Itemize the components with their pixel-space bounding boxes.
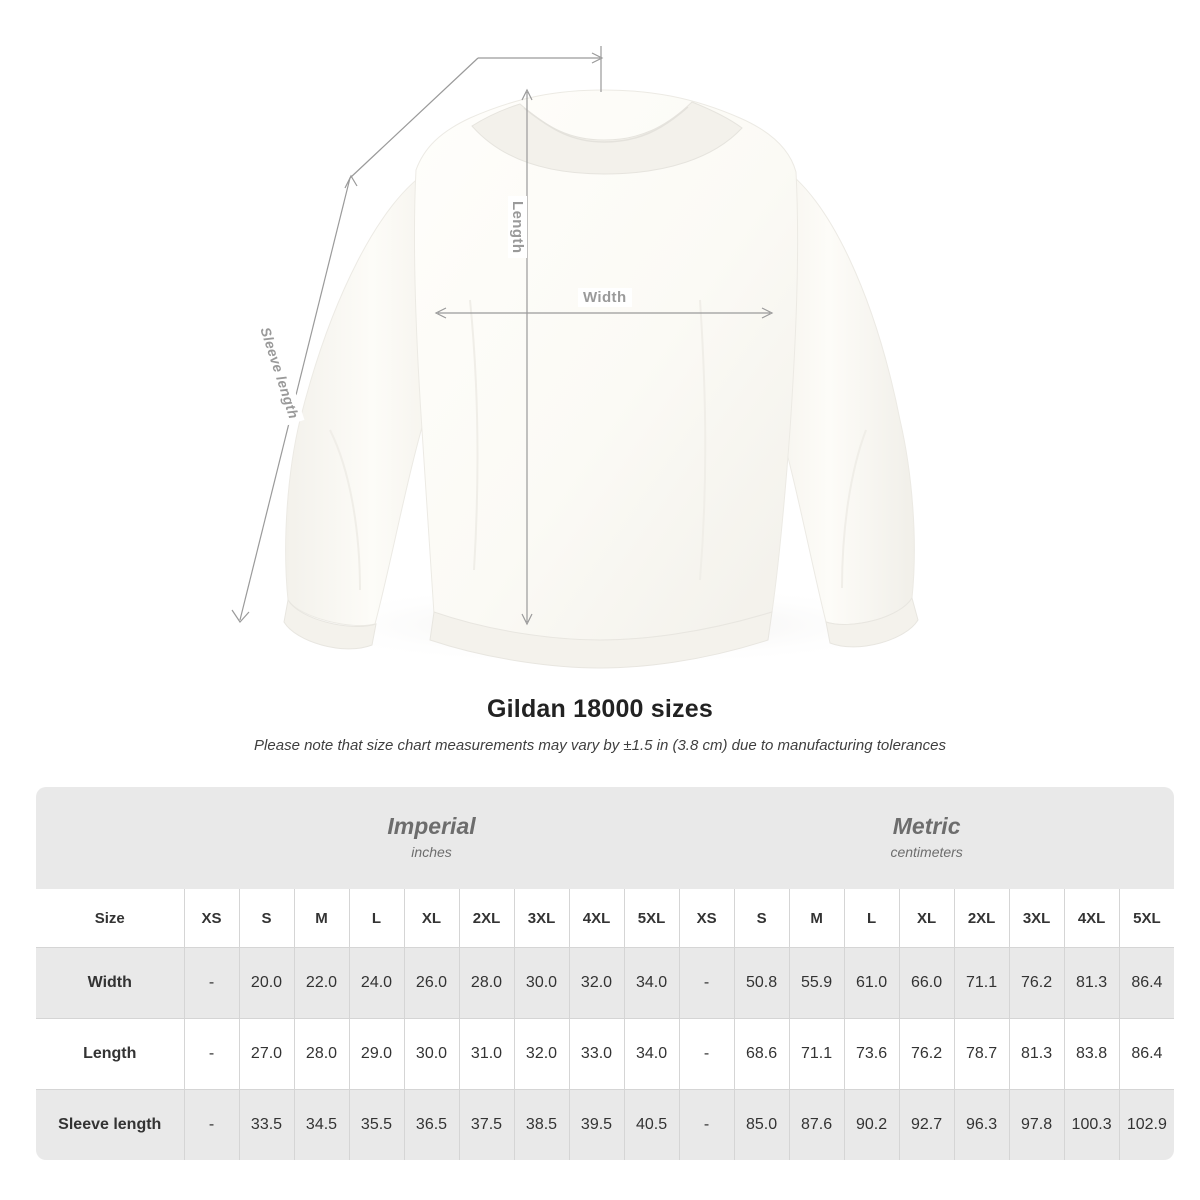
cell-width-imperial-2xl: 28.0 [459, 948, 514, 1019]
size-header-row [36, 889, 1174, 948]
header-size-imperial-5xl: 5XL [624, 889, 679, 948]
header-size-metric-s: S [734, 889, 789, 948]
cell-length-imperial-m: 28.0 [294, 1019, 349, 1090]
cell-width-metric-m: 55.9 [789, 948, 844, 1019]
unit-group-imperial [184, 787, 679, 889]
cell-width-imperial-3xl: 30.0 [514, 948, 569, 1019]
row-label-length: Length [36, 1019, 184, 1090]
cell-sleeve-imperial-xl: 36.5 [404, 1090, 459, 1161]
header-size-metric-2xl: 2XL [954, 889, 1009, 948]
page-title: Gildan 18000 sizes [487, 695, 713, 723]
header-size-metric-5xl: 5XL [1119, 889, 1174, 948]
cell-sleeve-imperial-2xl: 37.5 [459, 1090, 514, 1161]
cell-length-imperial-4xl: 33.0 [569, 1019, 624, 1090]
cell-sleeve-imperial-3xl: 38.5 [514, 1090, 569, 1161]
cell-sleeve-imperial-5xl: 40.5 [624, 1090, 679, 1161]
cell-width-metric-xl: 66.0 [899, 948, 954, 1019]
cell-width-metric-2xl: 71.1 [954, 948, 1009, 1019]
cell-width-metric-s: 50.8 [734, 948, 789, 1019]
cell-length-metric-xs: - [679, 1019, 734, 1090]
header-size-imperial-xs: XS [184, 889, 239, 948]
cell-sleeve-imperial-l: 35.5 [349, 1090, 404, 1161]
unit-group-row [36, 787, 1174, 889]
cell-sleeve-metric-4xl: 100.3 [1064, 1090, 1119, 1161]
cell-length-metric-s: 68.6 [734, 1019, 789, 1090]
size-table [36, 787, 1174, 1160]
cell-sleeve-imperial-s: 33.5 [239, 1090, 294, 1161]
cell-width-imperial-xs: - [184, 948, 239, 1019]
header-size-metric-4xl: 4XL [1064, 889, 1119, 948]
cell-length-imperial-5xl: 34.0 [624, 1019, 679, 1090]
table-row [36, 1090, 1174, 1161]
unit-group-metric [679, 787, 1174, 889]
header-size-imperial-2xl: 2XL [459, 889, 514, 948]
cell-sleeve-imperial-4xl: 39.5 [569, 1090, 624, 1161]
unit-row-spacer [36, 787, 184, 889]
header-size-imperial-3xl: 3XL [514, 889, 569, 948]
header-size-imperial-m: M [294, 889, 349, 948]
cell-length-metric-l: 73.6 [844, 1019, 899, 1090]
size-table-container [36, 787, 1167, 1160]
cell-sleeve-metric-m: 87.6 [789, 1090, 844, 1161]
cell-width-imperial-m: 22.0 [294, 948, 349, 1019]
header-size-metric-m: M [789, 889, 844, 948]
header-size-metric-xl: XL [899, 889, 954, 948]
cell-length-imperial-s: 27.0 [239, 1019, 294, 1090]
cell-width-imperial-4xl: 32.0 [569, 948, 624, 1019]
length-dimension-label: Length [508, 196, 527, 258]
cell-sleeve-metric-2xl: 96.3 [954, 1090, 1009, 1161]
tolerance-note: Please note that size chart measurements may vary by ±1.5 in (3.8 cm) due to manufacturing tolerances [254, 737, 946, 754]
cell-width-imperial-s: 20.0 [239, 948, 294, 1019]
cell-sleeve-metric-5xl: 102.9 [1119, 1090, 1174, 1161]
title-block [0, 695, 1200, 754]
cell-length-metric-3xl: 81.3 [1009, 1019, 1064, 1090]
cell-width-metric-l: 61.0 [844, 948, 899, 1019]
cell-width-metric-xs: - [679, 948, 734, 1019]
cell-width-imperial-xl: 26.0 [404, 948, 459, 1019]
unit-group-imperial-sub: inches [411, 844, 452, 861]
cell-length-metric-5xl: 86.4 [1119, 1019, 1174, 1090]
cell-sleeve-metric-s: 85.0 [734, 1090, 789, 1161]
unit-group-metric-sub: centimeters [890, 844, 963, 861]
cell-length-imperial-2xl: 31.0 [459, 1019, 514, 1090]
header-size-imperial-s: S [239, 889, 294, 948]
unit-group-imperial-name: Imperial [387, 813, 476, 840]
header-size-metric-l: L [844, 889, 899, 948]
cell-width-metric-5xl: 86.4 [1119, 948, 1174, 1019]
cell-length-metric-4xl: 83.8 [1064, 1019, 1119, 1090]
cell-sleeve-metric-xl: 92.7 [899, 1090, 954, 1161]
header-size-label: Size [36, 889, 184, 948]
header-size-imperial-xl: XL [404, 889, 459, 948]
width-dimension-label: Width [578, 288, 632, 307]
cell-length-metric-m: 71.1 [789, 1019, 844, 1090]
cell-sleeve-imperial-xs: - [184, 1090, 239, 1161]
header-size-imperial-4xl: 4XL [569, 889, 624, 948]
cell-width-imperial-l: 24.0 [349, 948, 404, 1019]
cell-width-metric-4xl: 81.3 [1064, 948, 1119, 1019]
header-size-metric-xs: XS [679, 889, 734, 948]
header-size-imperial-l: L [349, 889, 404, 948]
cell-length-imperial-l: 29.0 [349, 1019, 404, 1090]
cell-sleeve-metric-3xl: 97.8 [1009, 1090, 1064, 1161]
row-label-width: Width [36, 948, 184, 1019]
row-label-sleeve-length: Sleeve length [36, 1090, 184, 1161]
unit-group-metric-name: Metric [892, 813, 961, 840]
cell-length-metric-xl: 76.2 [899, 1019, 954, 1090]
cell-width-imperial-5xl: 34.0 [624, 948, 679, 1019]
table-row [36, 1019, 1174, 1090]
cell-length-imperial-xl: 30.0 [404, 1019, 459, 1090]
sleeve-length-dimension-label: Sleeve length [255, 320, 305, 426]
cell-length-metric-2xl: 78.7 [954, 1019, 1009, 1090]
cell-length-imperial-xs: - [184, 1019, 239, 1090]
cell-sleeve-imperial-m: 34.5 [294, 1090, 349, 1161]
cell-length-imperial-3xl: 32.0 [514, 1019, 569, 1090]
header-size-metric-3xl: 3XL [1009, 889, 1064, 948]
cell-sleeve-metric-xs: - [679, 1090, 734, 1161]
table-row [36, 948, 1174, 1019]
cell-width-metric-3xl: 76.2 [1009, 948, 1064, 1019]
cell-sleeve-metric-l: 90.2 [844, 1090, 899, 1161]
